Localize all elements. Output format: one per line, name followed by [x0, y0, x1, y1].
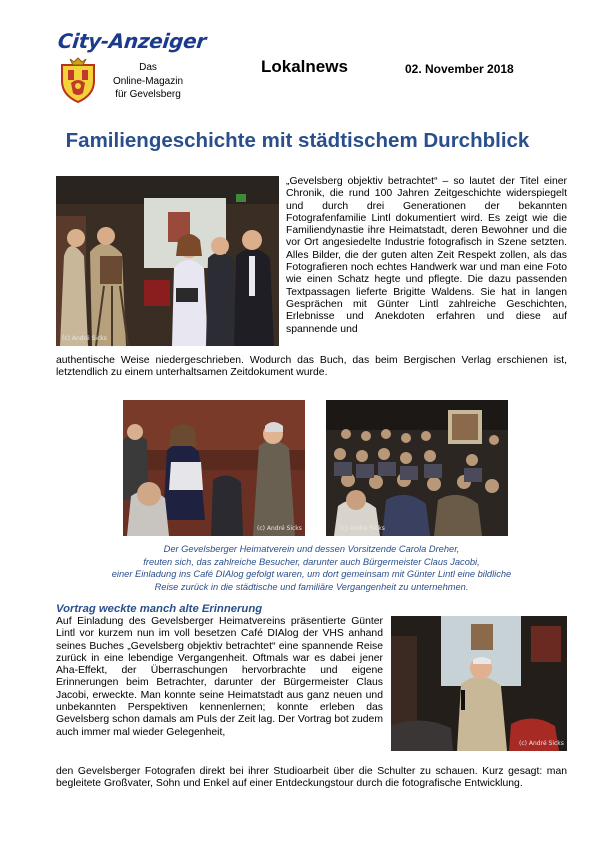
caption-line: Der Gevelsberger Heimatverein und dessen Vorsitzende Carola Dreher, [163, 544, 460, 554]
audience-photo-right-image [326, 400, 508, 536]
article-body-continued: den Gevelsberger Fotografen direkt bei ihrer Studioarbeit über die Schulter zu schauen. Kurz gesagt: man begleitete Großvater, Sohn und Enkel auf einer Entdeckungstour durch die fotografische Entwicklung. [56, 766, 567, 790]
caption-line: einer Einladung ins Café DIAlog gefolgt waren, um dort gemeinsam mit Günter Lintl eine bildliche [111, 569, 512, 579]
tagline [107, 61, 189, 102]
audience-photo-left-image [123, 400, 305, 536]
brand-logo[interactable]: City-Anzeiger [56, 29, 208, 53]
article-intro: „Gevelsberg objektiv betrachtet“ – so lautet der Titel einer Chronik, die rund 100 Jahren Zeitgeschichte widerspiegelt und durch drei Generationen der bekannten Fotografenfamilie Lintl dokumentiert wird. Es zeigt wie die Familiendynastie ihre Heimatstadt, deren Bewohner und die vor Ort angesiedelte Industrie fotografisch in Szene setzten. Alles Bilder, die der guten alten Zeit Respekt zollen, als das Fotografieren noch echtes Handwerk war und man eine Foto wie einen Schatz hegte und pflegte. Die dazu passenden Textpassagen lieferte Brigitte Waldens. Sie hat in langen Gesprächen mit Günter Lintl zahlreiche Geschichten, Erlebnisse und Anekdoten erfahren und diese auf spannende und [286, 176, 567, 335]
issue-date: 02. November 2018 [405, 62, 514, 76]
tagline-line: Das [139, 62, 157, 73]
tagline-line: Online-Magazin [112, 75, 184, 87]
tagline-line: für Gevelsberg [115, 89, 181, 100]
photo-caption [56, 543, 567, 593]
photo-credit: (c) André Sicks [340, 525, 385, 532]
group-photo [56, 176, 279, 346]
speaker-photo [391, 616, 567, 751]
article-body: Auf Einladung des Gevelsberger Heimatvereins präsentierte Günter Lintl vor kurzem nun im voll besetzen Café DIAlog der VHS anhand seines Buches „Gevelsberg objektiv betrachtet“ eine spannende Reise zurück in eine lebendige Vergangenheit. Oftmals war es dabei jener Aha-Effekt, der Überraschungen hervorbrachte und eigene Erinnerungen beim Betrachter, darunter der Bürgermeister Claus Jacobi, erweckte. Man konnte seine Heimatstadt aus ganz neuen und unbekannten Perspektiven kennenlernen; konnte erleben das Gevelsberg schon damals am Puls der Zeit lag. Der Vortrag bot zudem auch immer mal wieder Gelegenheit, [56, 616, 383, 738]
caption-line: Reise zurück in die städtische und familiäre Vergangenheit zu unternehmen. [154, 581, 469, 592]
photo-credit: (c) André Sicks [62, 335, 107, 342]
article-intro-continued: authentische Weise niedergeschrieben. Wodurch das Buch, das beim Bergischen Verlag erschienen ist, letztendlich zu einem unterhaltsamen Zeitdokument wurde. [56, 355, 567, 379]
audience-photo-right [326, 400, 508, 536]
photo-credit: (c) André Sicks [519, 740, 564, 747]
photo-credit: (c) André Sicks [257, 525, 302, 532]
audience-photo-left [123, 400, 305, 536]
coat-of-arms-icon [59, 57, 97, 103]
caption-line: freuten sich, das zahlreiche Besucher, darunter auch Bürgermeister Claus Jacobi, [143, 556, 480, 567]
group-photo-image [56, 176, 279, 346]
article-subheading: Vortrag weckte manch alte Erinnerung [56, 603, 263, 615]
speaker-photo-image [391, 616, 567, 751]
section-title: Lokalnews [261, 57, 348, 76]
article-headline: Familiengeschichte mit städtischem Durchblick [65, 129, 530, 152]
